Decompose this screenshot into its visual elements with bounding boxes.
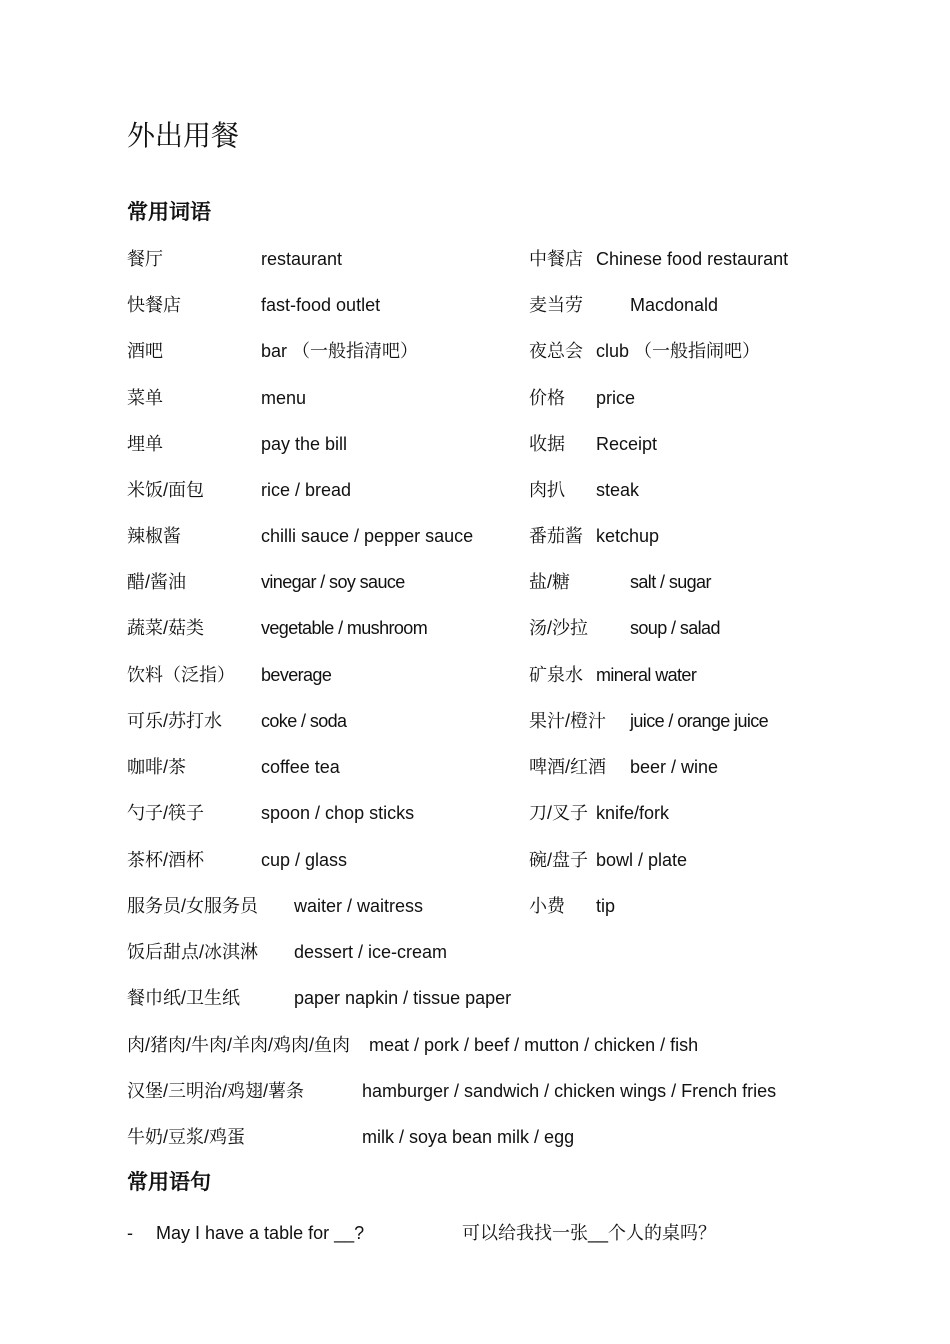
vocab-en-left: chilli sauce / pepper sauce xyxy=(261,526,474,546)
phrase-en: May I have a table for __? xyxy=(156,1223,365,1243)
vocab-zh-right: 番茄酱 xyxy=(529,526,583,546)
vocab-en-left: spoon / chop sticks xyxy=(261,803,415,823)
vocab-en-left: milk / soya bean milk / egg xyxy=(362,1127,575,1147)
phrase-bullet: - xyxy=(127,1223,133,1243)
vocab-en-right: ketchup xyxy=(596,526,660,546)
vocab-zh-left: 蔬菜/菇类 xyxy=(127,618,205,638)
vocab-zh-left: 茶杯/酒杯 xyxy=(127,850,205,870)
vocab-zh-left: 服务员/女服务员 xyxy=(127,896,259,916)
vocab-zh-left: 牛奶/豆浆/鸡蛋 xyxy=(127,1127,246,1147)
vocab-en-right: Receipt xyxy=(596,434,658,454)
vocab-zh-right: 中餐店 xyxy=(529,249,583,269)
vocab-zh-left: 醋/酱油 xyxy=(127,572,187,592)
vocab-en-right: Macdonald xyxy=(630,295,719,315)
vocab-zh-right: 小费 xyxy=(529,896,565,916)
vocab-zh-left: 可乐/苏打水 xyxy=(127,711,223,731)
vocab-en-left: vegetable / mushroom xyxy=(261,618,428,638)
vocab-en-left: hamburger / sandwich / chicken wings / French fries xyxy=(362,1081,777,1101)
vocab-en-left: cup / glass xyxy=(261,850,348,870)
vocab-zh-left: 快餐店 xyxy=(127,295,181,315)
vocab-en-right: bowl / plate xyxy=(596,850,688,870)
vocab-en-right: Chinese food restaurant xyxy=(596,249,789,269)
vocab-zh-left: 汉堡/三明治/鸡翅/薯条 xyxy=(127,1081,305,1101)
vocab-en-right: salt / sugar xyxy=(630,572,711,592)
vocab-zh-left: 肉/猪肉/牛肉/羊肉/鸡肉/鱼肉 xyxy=(127,1035,351,1055)
phrase-zh: 可以给我找一张__个人的桌吗？ xyxy=(462,1223,717,1243)
vocab-en-left: dessert / ice-cream xyxy=(294,942,448,962)
vocab-en-left: vinegar / soy sauce xyxy=(261,572,405,592)
vocab-en-left: pay the bill xyxy=(261,434,348,454)
vocab-en-right: juice / orange juice xyxy=(630,711,769,731)
vocab-zh-left: 餐厅 xyxy=(127,249,163,269)
vocab-en-right: beer / wine xyxy=(630,757,719,777)
vocab-zh-left: 饮料（泛指） xyxy=(127,665,235,685)
vocab-zh-right: 碗/盘子 xyxy=(529,850,589,870)
vocab-en-left: meat / pork / beef / mutton / chicken / fish xyxy=(369,1035,699,1055)
vocab-en-left: fast-food outlet xyxy=(261,295,381,315)
vocab-zh-left: 酒吧 xyxy=(127,341,163,361)
phrases-heading: 常用语句 xyxy=(127,1170,211,1194)
vocab-en-left: waiter / waitress xyxy=(294,896,424,916)
vocab-zh-left: 餐巾纸/卫生纸 xyxy=(127,988,241,1008)
vocab-en-right: mineral water xyxy=(596,665,697,685)
vocab-en-left: coffee tea xyxy=(261,757,340,777)
vocab-en-left: restaurant xyxy=(261,249,343,269)
vocab-zh-right: 矿泉水 xyxy=(529,665,583,685)
vocab-zh-right: 麦当劳 xyxy=(529,295,583,315)
vocab-zh-right: 盐/糖 xyxy=(529,572,571,592)
vocab-en-left: bar （一般指清吧） xyxy=(261,341,419,361)
vocab-zh-right: 果汁/橙汁 xyxy=(529,711,607,731)
vocab-en-left: menu xyxy=(261,388,307,408)
vocab-en-right: tip xyxy=(596,896,616,916)
vocab-zh-right: 价格 xyxy=(529,388,565,408)
vocab-en-left: beverage xyxy=(261,665,332,685)
vocab-zh-left: 辣椒酱 xyxy=(127,526,181,546)
vocab-en-right: club （一般指闹吧） xyxy=(596,341,761,361)
vocab-zh-left: 菜单 xyxy=(127,388,163,408)
vocab-zh-right: 夜总会 xyxy=(529,341,583,361)
vocab-zh-left: 咖啡/茶 xyxy=(127,757,187,777)
vocab-zh-right: 肉扒 xyxy=(529,480,565,500)
vocab-en-left: paper napkin / tissue paper xyxy=(294,988,512,1008)
vocab-en-right: steak xyxy=(596,480,640,500)
vocab-en-left: rice / bread xyxy=(261,480,352,500)
vocab-zh-right: 啤酒/红酒 xyxy=(529,757,607,777)
vocab-zh-left: 勺子/筷子 xyxy=(127,803,205,823)
vocab-en-left: coke / soda xyxy=(261,711,347,731)
vocab-heading: 常用词语 xyxy=(127,200,211,224)
vocab-zh-left: 饭后甜点/冰淇淋 xyxy=(127,942,259,962)
vocab-en-right: price xyxy=(596,388,636,408)
vocab-zh-right: 收据 xyxy=(529,434,565,454)
vocab-zh-right: 刀/叉子 xyxy=(529,803,589,823)
vocab-zh-left: 米饭/面包 xyxy=(127,480,205,500)
vocab-zh-left: 埋单 xyxy=(127,434,163,454)
page-title: 外出用餐 xyxy=(127,119,240,152)
vocab-zh-right: 汤/沙拉 xyxy=(529,618,589,638)
vocab-en-right: soup / salad xyxy=(630,618,720,638)
vocab-en-right: knife/fork xyxy=(596,803,670,823)
